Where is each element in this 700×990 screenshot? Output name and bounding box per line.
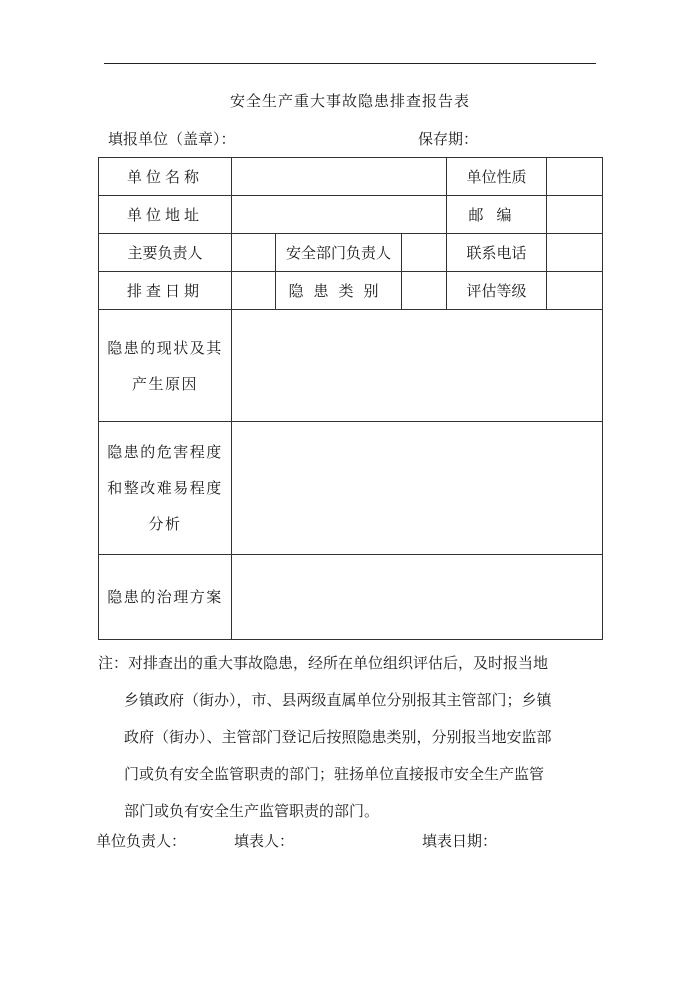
hazard-status-label — [99, 310, 232, 422]
unit-name-label: 单位名称 — [99, 158, 232, 196]
hazard-harm-line: 分析 — [148, 515, 182, 533]
filler-label: 填表人： — [234, 832, 295, 850]
table-row — [99, 234, 603, 272]
assessment-level-label: 评估等级 — [447, 272, 547, 310]
treatment-plan-label — [99, 555, 232, 640]
table-row — [99, 196, 603, 234]
page-title: 安全生产重大事故隐患排查报告表 — [229, 92, 470, 110]
retention-period-label: 保存期： — [418, 130, 479, 148]
filing-unit-label: 填报单位（盖章）： — [108, 130, 236, 148]
hazard-harm-line: 隐患的危害程度 — [107, 443, 223, 461]
unit-address-field[interactable] — [232, 196, 447, 234]
unit-address-label: 单位地址 — [99, 196, 232, 234]
note-line: 注：对排查出的重大事故隐患，经所在单位组织评估后，及时报当地 — [98, 654, 549, 672]
table-row — [99, 422, 603, 555]
unit-nature-label: 单位性质 — [447, 158, 547, 196]
table-row — [99, 158, 603, 196]
treatment-plan-line: 隐患的治理方案 — [107, 588, 223, 606]
contact-phone-field[interactable] — [547, 234, 603, 272]
inspect-date-field[interactable] — [232, 272, 276, 310]
table-row — [99, 310, 603, 422]
hazard-status-line: 产生原因 — [131, 374, 198, 393]
inspect-date-label: 排查日期 — [99, 272, 232, 310]
safety-head-label: 安全部门负责人 — [276, 234, 402, 272]
hazard-harm-field[interactable] — [232, 422, 603, 555]
fill-date-label: 填表日期： — [422, 832, 498, 850]
note-line: 乡镇政府（街办），市、县两级直属单位分别报其主管部门；乡镇 — [124, 691, 552, 709]
table-row — [99, 555, 603, 640]
main-person-field[interactable] — [232, 234, 276, 272]
note-line: 部门或负有安全生产监管职责的部门。 — [124, 802, 380, 820]
assessment-level-field[interactable] — [547, 272, 603, 310]
hazard-status-line: 隐患的现状及其 — [107, 338, 223, 357]
unit-name-field[interactable] — [232, 158, 447, 196]
table-row — [99, 272, 603, 310]
contact-phone-label: 联系电话 — [447, 234, 547, 272]
unit-nature-field[interactable] — [547, 158, 603, 196]
note-line: 门或负有安全监管职责的部门；驻扬单位直接报市安全生产监管 — [124, 765, 545, 783]
top-rule — [104, 63, 596, 64]
postcode-label: 邮编 — [447, 196, 547, 234]
treatment-plan-field[interactable] — [232, 555, 603, 640]
hazard-status-field[interactable] — [232, 310, 603, 422]
note-line: 政府（街办）、主管部门登记后按照隐患类别，分别报当地安监部 — [124, 728, 552, 746]
notes — [98, 645, 618, 830]
hazard-harm-line: 和整改难易程度 — [107, 479, 223, 497]
postcode-field[interactable] — [547, 196, 603, 234]
hazard-category-label: 隐患类别 — [276, 272, 402, 310]
report-table — [98, 157, 603, 640]
hazard-harm-label — [99, 422, 232, 555]
hazard-category-field[interactable] — [402, 272, 447, 310]
main-person-label: 主要负责人 — [99, 234, 232, 272]
safety-head-field[interactable] — [402, 234, 447, 272]
unit-head-label: 单位负责人： — [96, 832, 187, 850]
